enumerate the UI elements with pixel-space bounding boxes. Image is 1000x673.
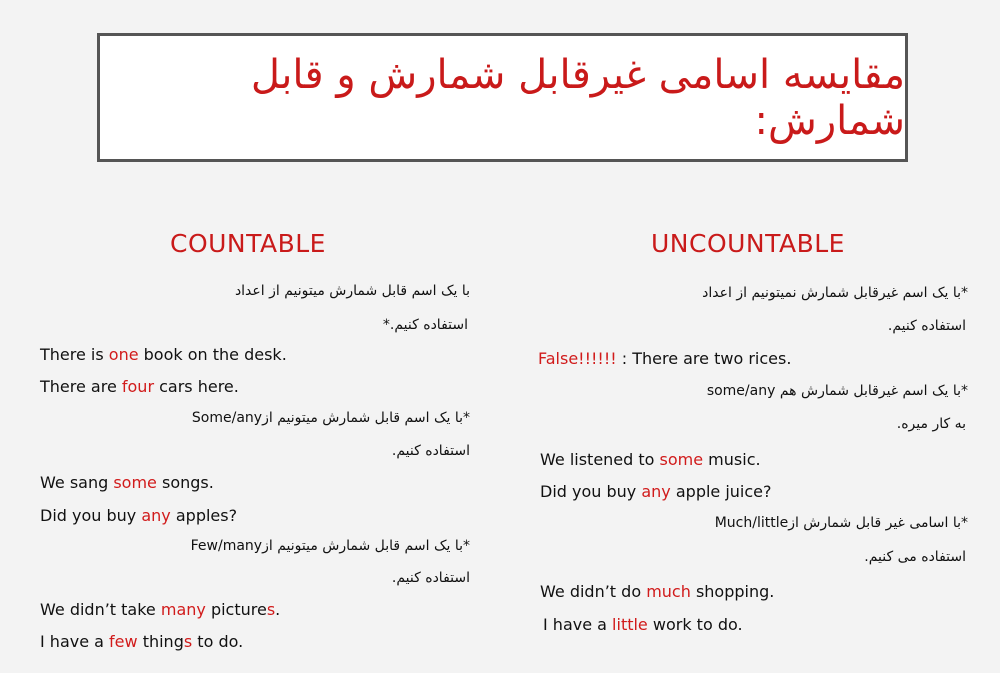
uncountable-heading: UNCOUNTABLE	[651, 229, 845, 258]
countable-heading: COUNTABLE	[170, 229, 326, 258]
countable-example-1: There is one book on the desk.	[40, 345, 287, 364]
title-box	[97, 33, 908, 162]
uncountable-example-3: Did you buy any apple juice?	[540, 482, 772, 501]
uncountable-rule1-line2: استفاده کنیم.	[887, 318, 966, 334]
countable-example-6: I have a few things to do.	[40, 632, 244, 651]
countable-example-5: We didn’t take many pictures.	[40, 600, 281, 619]
uncountable-rule2-line1: *با یک اسم غیرقابل شمارش هم some/any	[706, 383, 968, 399]
uncountable-example-1: False!!!!!! : There are two rices.	[538, 349, 792, 368]
uncountable-rule1-line1: *با یک اسم غیرقابل شمارش نمیتونیم از اعداد	[702, 285, 968, 301]
uncountable-rule3-line1: *با اسامی غیر قابل شمارش ازMuch/little	[714, 515, 968, 531]
page-title: مقایسه اسامی غیرقابل شمارش و قابل شمارش:	[250, 51, 905, 144]
countable-rule1-line1: با یک اسم قابل شمارش میتونیم از اعداد	[234, 283, 470, 299]
uncountable-example-2: We listened to some music.	[540, 450, 761, 469]
countable-rule3-line2: استفاده کنیم.	[391, 570, 470, 586]
countable-rule2-line2: استفاده کنیم.	[391, 443, 470, 459]
countable-rule2-line1: *با یک اسم قابل شمارش میتونیم ازSome/any	[191, 410, 470, 426]
countable-rule3-line1: *با یک اسم قابل شمارش میتونیم ازFew/many	[190, 538, 470, 554]
uncountable-rule3-line2: استفاده می کنیم.	[864, 549, 966, 565]
countable-example-3: We sang some songs.	[40, 473, 214, 492]
uncountable-example-5: I have a little work to do.	[543, 615, 743, 634]
uncountable-rule2-line2: به کار میره.	[896, 416, 966, 432]
countable-rule1-line2: استفاده کنیم.*	[382, 317, 468, 333]
countable-example-4: Did you buy any apples?	[40, 506, 238, 525]
countable-example-2: There are four cars here.	[40, 377, 239, 396]
uncountable-example-4: We didn’t do much shopping.	[540, 582, 775, 601]
